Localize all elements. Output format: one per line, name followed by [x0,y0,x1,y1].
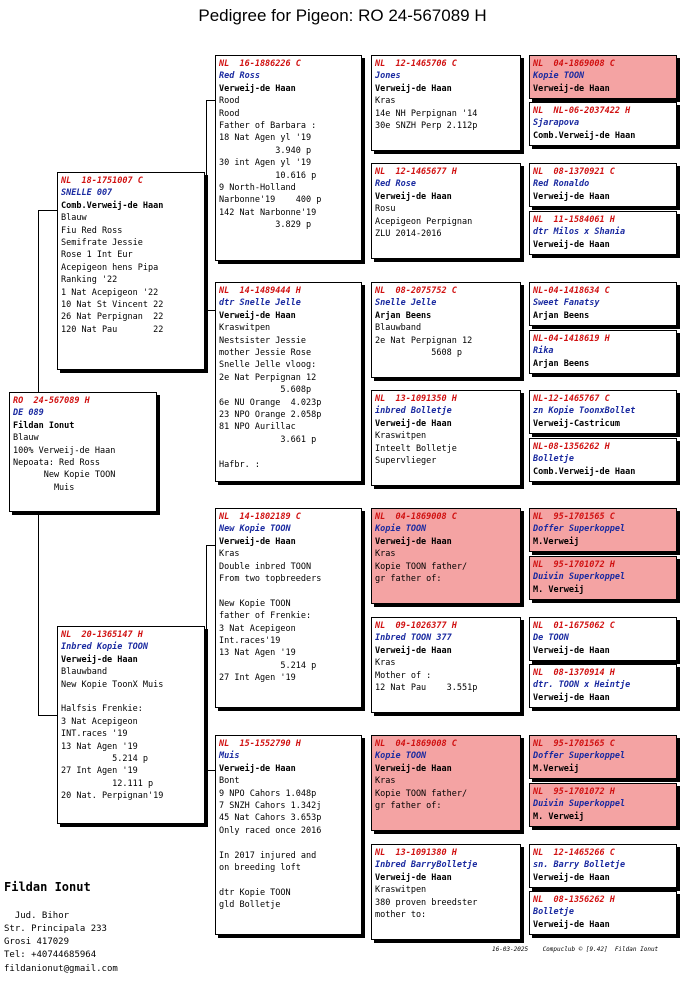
pigeon-name: De TOON [533,633,569,644]
card-line: Kras [375,549,396,560]
pigeon-name: Kopie TOON [375,751,427,762]
card-line: 18 Nat Agen yl '19 [219,133,312,144]
card-line: New Kopie ToonX Muis [61,679,164,690]
ring-number: NL 13-1091380 H [375,848,457,858]
pigeon-card [529,390,677,434]
owner-line: Str. Principala 233 [4,924,107,935]
card-line: 14e NH Perpignan '14 [375,108,478,119]
pigeon-card [529,664,677,708]
card-line: Bont [219,776,240,787]
pigeon-name: Kopie TOON [533,71,585,82]
card-line: 3 Nat Acepigeon [219,623,296,634]
card-line: 45 Nat Cahors 3.653p [219,813,322,824]
pigeon-card [215,282,362,482]
footer-text: 16-03-2025 Compuclub © [9.42] Fildan Ionut [492,946,659,953]
card-line: 30 int Agen yl '19 [219,158,312,169]
card-line: Int.races'19 [219,636,281,647]
card-line: Kras [375,96,396,107]
card-line: 7 SNZH Cahors 1.342j [219,801,322,812]
ring-number: NL-12-1465767 C [533,394,610,404]
breeder-name: Arjan Beens [533,358,590,369]
breeder-name: M.Verweij [533,763,580,774]
card-line: Rood [219,96,240,107]
card-line: New Kopie TOON [219,598,291,609]
card-line: Acepigeon hens Pipa [61,262,159,273]
card-line [219,585,358,597]
card-line: 380 proven breedster [375,897,478,908]
card-line: Kraswitpen [375,431,427,442]
card-line: 13 Nat Agen '19 [61,741,138,752]
pigeon-name: sn. Barry Bolletje [533,860,626,871]
card-line: 10 Nat St Vincent 22 [61,300,164,311]
card-line: 10.616 p [219,170,317,181]
pigeon-name: Rika [533,346,554,357]
ring-number: NL 20-1365147 H [61,630,143,640]
card-line [219,837,358,849]
ring-number: NL 08-1370914 H [533,668,615,678]
card-line: Only raced once 2016 [219,825,322,836]
breeder-name: Fildan Ionut [13,420,75,431]
card-line: 9 North-Holland [219,183,296,194]
breeder-name: Verweij-de Haan [375,872,452,883]
ring-number: NL 12-1465266 C [533,848,615,858]
card-line: Kras [375,658,396,669]
breeder-name: Verweij-de Haan [533,191,610,202]
card-line: 13 Nat Agen '19 [219,648,296,659]
card-line: 27 Int Agen '19 [219,673,296,684]
card-line: Narbonne'19 400 p [219,195,322,206]
card-line: ZLU 2014-2016 [375,229,442,240]
pigeon-name: dtr Snelle Jelle [219,298,301,309]
card-line: 30e SNZH Perp 2.112p [375,121,478,132]
card-line: New Kopie TOON [13,470,116,481]
card-line: 5.214 p [219,660,317,671]
breeder-name: M. Verweij [533,811,585,822]
card-line: Blauw [13,433,39,444]
pigeon-card [371,282,521,378]
breeder-name: Verweij-de Haan [375,418,452,429]
ring-number: NL 04-1869008 C [375,512,457,522]
card-line: 3 Nat Acepigeon [61,716,138,727]
pigeon-card [371,55,521,151]
ring-number: NL 11-1584061 H [533,215,615,225]
card-line: Blauwband [61,667,108,678]
pigeon-card [215,55,362,261]
breeder-name: Verweij-de Haan [375,645,452,656]
card-line: 3.829 p [219,220,312,231]
pigeon-card [371,844,521,940]
pigeon-card [371,735,521,831]
card-line: Acepigeon Perpignan [375,216,473,227]
owner-name: Fildan Ionut [4,880,91,895]
pigeon-name: dtr Milos x Shania [533,227,626,238]
breeder-name: Verweij-Castricum [533,418,620,429]
card-line: Kras [375,776,396,787]
ring-number: NL 08-1370921 C [533,167,615,177]
card-line: 5608 p [375,348,462,359]
card-line: 26 Nat Perpignan 22 [61,312,164,323]
ring-number: NL 95-1701565 C [533,739,615,749]
pigeon-name: Inbred TOON 377 [375,633,452,644]
pigeon-name: dtr. TOON x Heintje [533,680,631,691]
breeder-name: Verweij-de Haan [533,83,610,94]
card-line: Ranking '22 [61,275,118,286]
pigeon-card [529,211,677,255]
connector-line [38,715,58,716]
card-line: Snelle Jelle vloog: [219,360,317,371]
card-line: Kopie TOON father/ [375,561,468,572]
pigeon-card [529,735,677,779]
page-title: Pedigree for Pigeon: RO 24-567089 H [198,6,487,25]
card-line: Fiu Red Ross [61,225,123,236]
ring-number: NL 12-1465706 C [375,59,457,69]
pigeon-card [9,392,157,512]
breeder-name: Verweij-de Haan [375,763,452,774]
card-line: 9 NPO Cahors 1.048p [219,788,317,799]
pigeon-name: Red Rose [375,179,416,190]
card-line: 2e Nat Perpignan 12 [219,372,317,383]
breeder-name: M.Verweij [533,536,580,547]
pigeon-name: Red Ross [219,71,260,82]
ring-number: NL 95-1701565 C [533,512,615,522]
pigeon-card [57,626,205,824]
breeder-name: Verweij-de Haan [533,919,610,930]
card-line: Kopie TOON father/ [375,788,468,799]
ring-number: NL 14-1802189 C [219,512,301,522]
ring-number: NL 08-2075752 C [375,286,457,296]
card-line: Blauwband [375,323,422,334]
card-line: 5.608p [219,385,312,396]
pigeon-name: Inbred BarryBolletje [375,860,478,871]
connector-line [38,210,58,211]
card-line: 12 Nat Pau 3.551p [375,683,478,694]
card-line: 23 NPO Orange 2.058p [219,410,322,421]
pigeon-card [529,508,677,552]
ring-number: NL NL-06-2037422 H [533,106,631,116]
breeder-name: Arjan Beens [375,310,432,321]
pigeon-name: Bolletje [533,454,574,465]
ring-number: NL 04-1869008 C [533,59,615,69]
card-line: 20 Nat. Perpignan'19 [61,791,164,802]
pigeon-card [529,163,677,207]
card-line: Double inbred TOON [219,561,312,572]
pigeon-name: Muis [219,751,240,762]
pigeon-card [215,735,362,935]
card-line: Semifrate Jessie [61,238,143,249]
pigeon-card [371,508,521,604]
breeder-name: Arjan Beens [533,310,590,321]
pigeon-name: SNELLE 007 [61,188,113,199]
card-line: 27 Int Agen '19 [61,766,138,777]
owner-line: Jud. Bihor [14,910,70,921]
pigeon-name: Jones [375,71,401,82]
card-line: 12.111 p [61,778,154,789]
card-line [219,874,358,886]
pigeon-card [215,508,362,708]
card-line: 1 Nat Acepigeon '22 [61,287,159,298]
ring-number: NL 13-1091350 H [375,394,457,404]
card-line [219,446,358,458]
breeder-name: Verweij-de Haan [61,654,138,665]
pigeon-card [529,556,677,600]
pigeon-card [529,282,677,326]
card-line: Halfsis Frenkie: [61,704,143,715]
ring-number: NL 08-1356262 H [533,895,615,905]
ring-number: NL 09-1026377 H [375,621,457,631]
ring-number: NL 95-1701072 H [533,560,615,570]
breeder-name: Comb.Verweij-de Haan [533,130,636,141]
card-line: mother to: [375,910,427,921]
card-line: 81 NPO Aurillac [219,422,296,433]
pigeon-name: Bolletje [533,907,574,918]
breeder-name: Verweij-de Haan [219,536,296,547]
card-line: father of Frenkie: [219,611,312,622]
pigeon-card [371,163,521,259]
ring-number: NL-08-1356262 H [533,442,610,452]
card-line: INT.races '19 [61,729,128,740]
card-line: 2e Nat Perpignan 12 [375,335,473,346]
pigeon-name: Sweet Fanatsy [533,298,600,309]
ring-number: NL-04-1418634 C [533,286,610,296]
owner-line: fildanionut@gmail.com [4,963,118,974]
card-line: Kraswitpen [219,323,271,334]
card-line: 3.661 p [219,434,317,445]
card-line: 100% Verweij-de Haan [13,445,116,456]
card-line: Blauw [61,213,87,224]
pigeon-name: Duivin Superkoppel [533,799,626,810]
owner-line: Grosi 417029 [4,937,70,948]
breeder-name: Verweij-de Haan [219,83,296,94]
breeder-name: Verweij-de Haan [533,872,610,883]
ring-number: NL 04-1869008 C [375,739,457,749]
card-line: Rose 1 Int Eur [61,250,133,261]
breeder-name: Comb.Verweij-de Haan [61,200,164,211]
card-line: mother Jessie Rose [219,348,312,359]
pigeon-name: New Kopie TOON [219,524,291,535]
ring-number: NL 18-1751007 C [61,176,143,186]
card-line: Inteelt Bolletje [375,443,457,454]
pigeon-card [529,617,677,661]
breeder-name: Verweij-de Haan [219,310,296,321]
pigeon-name: Sjarapova [533,118,580,129]
card-line: Muis [13,482,75,493]
breeder-name: Verweij-de Haan [533,645,610,656]
card-line: Kraswitpen [375,885,427,896]
card-line: Nepoata: Red Ross [13,458,100,469]
card-line: Supervlieger [375,456,437,467]
breeder-name: Verweij-de Haan [375,536,452,547]
pigeon-card [529,102,677,146]
breeder-name: Verweij-de Haan [375,191,452,202]
card-line: 3.940 p [219,145,312,156]
card-line: on breeding loft [219,863,301,874]
pigeon-name: Snelle Jelle [375,298,437,309]
card-line: Father of Barbara : [219,121,317,132]
card-line: 6e NU Orange 4.023p [219,397,322,408]
card-line: dtr Kopie TOON [219,887,291,898]
pigeon-name: Doffer Superkoppel [533,751,626,762]
pigeon-name: zn Kopie ToonxBollet [533,406,636,417]
pigeon-name: Inbred Kopie TOON [61,642,148,653]
breeder-name: Verweij-de Haan [375,83,452,94]
card-line: Kras [219,549,240,560]
ring-number: NL 16-1886226 C [219,59,301,69]
connector-line [38,500,39,715]
pigeon-card [371,617,521,713]
card-line: In 2017 injured and [219,850,317,861]
card-line: Hafbr. : [219,459,260,470]
pigeon-card [529,891,677,935]
owner-line: Tel: +40744685964 [4,950,97,961]
card-line: From two topbreeders [219,574,322,585]
connector-line [206,545,207,770]
pigeon-name: inbred Bolletje [375,406,452,417]
card-line: 5.214 p [61,754,148,765]
pigeon-card [371,390,521,486]
pigeon-card [529,783,677,827]
ring-number: NL 95-1701072 H [533,787,615,797]
breeder-name: Comb.Verweij-de Haan [533,466,636,477]
owner-block [4,855,118,976]
pigeon-name: Duivin Superkoppel [533,572,626,583]
breeder-name: Verweij-de Haan [533,692,610,703]
ring-number: NL-04-1418619 H [533,334,610,344]
pigeon-card [57,172,205,370]
pigeon-name: Red Ronaldo [533,179,590,190]
pigeon-card [529,438,677,482]
ring-number: RO 24-567089 H [13,396,90,406]
connector-line [206,100,207,310]
breeder-name: Verweij-de Haan [533,239,610,250]
pigeon-name: Doffer Superkoppel [533,524,626,535]
card-line: Mother of : [375,670,432,681]
pigeon-card [529,844,677,888]
card-line: gr father of: [375,574,442,585]
pigeon-card [529,55,677,99]
card-line: 120 Nat Pau 22 [61,324,164,335]
card-line [61,691,201,703]
connector-line [38,210,39,400]
ring-number: NL 14-1489444 H [219,286,301,296]
card-line: gld Bolletje [219,900,281,911]
pigeon-name: Kopie TOON [375,524,427,535]
card-line: Rood [219,108,240,119]
pigeon-card [529,330,677,374]
card-line: Rosu [375,204,396,215]
breeder-name: Verweij-de Haan [219,763,296,774]
ring-number: NL 01-1675062 C [533,621,615,631]
pigeon-name: DE 089 [13,408,44,419]
ring-number: NL 15-1552790 H [219,739,301,749]
card-line: Nestsister Jessie [219,335,306,346]
breeder-name: M. Verweij [533,584,585,595]
ring-number: NL 12-1465677 H [375,167,457,177]
card-line: gr father of: [375,801,442,812]
card-line: 142 Nat Narbonne'19 [219,207,317,218]
